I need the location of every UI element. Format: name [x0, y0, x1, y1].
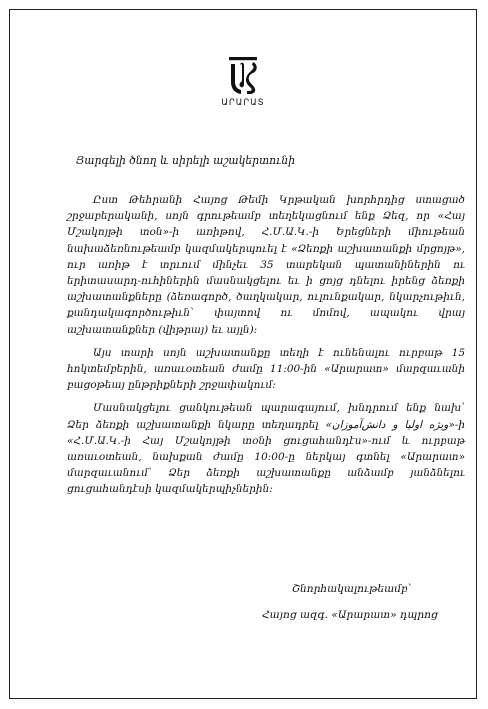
letter-body — [67, 192, 465, 505]
letter-paragraph-2: Այս տարի սոյն աշխատանքը տեղի է ունենալու ուրբաթ 15 հոկտեմբերին, առաւօտեան ժամը 11:00-ին «Արարատ» մարզաւանի բացօթեայ ընթրիքների շրջափակում: — [67, 346, 465, 392]
letterhead-logo — [10, 56, 476, 108]
letter-signoff: Շնորհակալութեամբ՝ — [292, 583, 412, 595]
ararat-logo-icon — [225, 56, 261, 96]
letter-paragraph-3: Մասնակցելու ցանկութեան պարագայում, խնդրում ենք նախ՝ Ձեր ձեռքի աշխատանքի նկարը տեղադրել «ویژه اولیا و دانش‌آموزان»-ի «Հ.Մ.Ա.Կ.-ի Հայ Մշակոյթի տօնի ցուցահանդէս»-ում և ուրբաթ առաւօտեան, նախքան ժամը 10:00-ը ներկայ գտնել «Արարատ» մարզաւանում՝ Ձեր ձեռքի աշխատանքը անձամբ յանձնելու ցուցահանդէսի կազմակերպիչներին: — [67, 402, 465, 496]
letter-sender: Հայոց ազգ. «Արարատ» դպրոց — [262, 609, 438, 621]
letter-paragraph-1: Ըստ Թեհրանի Հայոց Թեմի Կրթական խորհրդից ստացած շրջաբերականի, սոյն գրութեամբ տեղեկացնում ենք Ձեզ, որ «Հայ Մշակոյթի տօն»-ի առիթով, Հ.Մ.Ա.Կ.-ի Երեցների միութեան նախաձեռնութեամբ կազմակերպուել է «Ձեռքի աշխատանքի մրցոյթ», ուր առիթ է տրւում մինչեւ 35 տարեկան պատանիներին ու երիտասարդ-ուհիներին մասնակցելու եւ ի ցոյց դնելու իրենց ձեռքի աշխատանքները (ձեռագործ, ծաղկակար, ուլունքակար, նկարչութիւն, քանդակագործութիւն՝ փայտով ու մոմով, ապակու վրայ աշխատանքներ (վիթրայ) եւ այլն): — [67, 194, 465, 336]
logo-wordmark: ԱՐԱՐԱՏ — [221, 98, 265, 108]
letter-greeting: Յարգելի ծնող և սիրելի աշակերտունի — [76, 154, 296, 167]
